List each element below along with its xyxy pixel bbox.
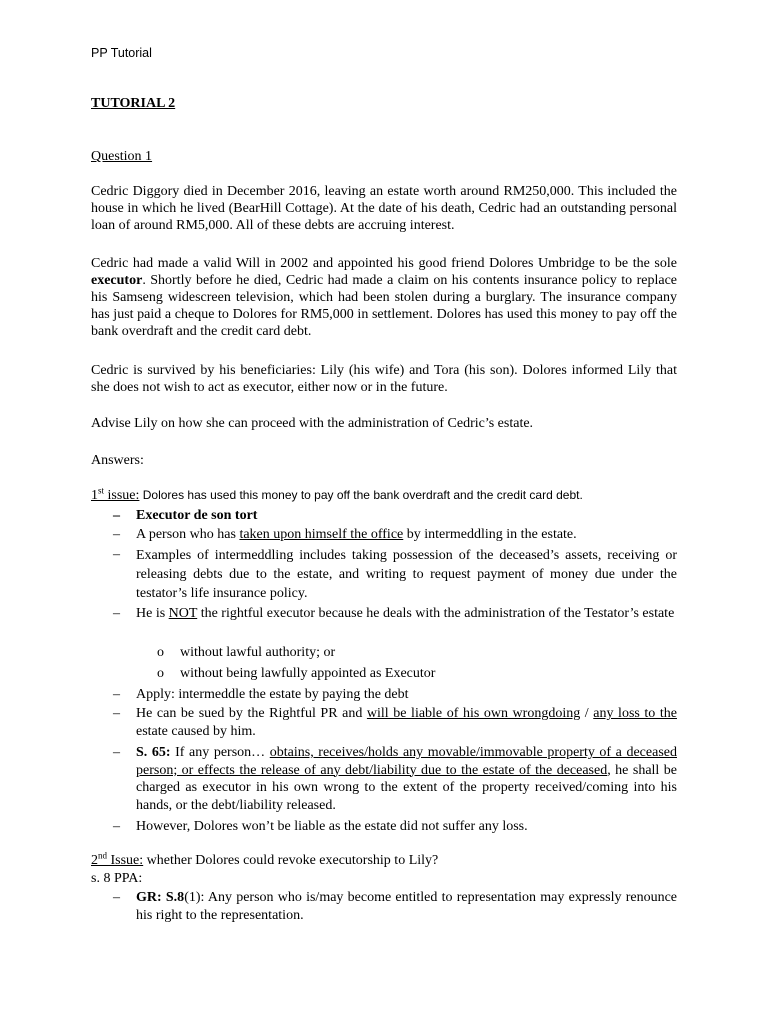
issue-2-label: 2nd Issue: <box>91 850 144 868</box>
item-apply: Apply: intermeddle the estate by paying the debt <box>136 687 409 702</box>
page-header: PP Tutorial <box>91 46 152 60</box>
item-not-liable: However, Dolores won’t be liable as the estate did not suffer any loss. <box>136 819 528 834</box>
p2-text-a: Cedric had made a valid Will in 2002 and appointed his good friend Dolores Umbridge to be the sole <box>91 256 677 271</box>
tutorial-title: TUTORIAL 2 <box>91 96 176 111</box>
question-heading: Question 1 <box>91 149 153 164</box>
dash-marker: – <box>113 890 120 905</box>
item-examples: Examples of intermeddling includes taking possession of the deceased’s assets, receiving or releasing debts due to the estate, and writing to request payment of money due under the testator’s life insurance policy. <box>136 548 677 601</box>
issue-1-line <box>91 487 677 504</box>
answers-heading: Answers: <box>91 453 144 468</box>
dash-marker: – <box>113 745 120 760</box>
section-8-ppa: s. 8 PPA: <box>91 871 143 886</box>
sub-item-without-appointment: without being lawfully appointed as Executor <box>180 666 436 681</box>
issue-1-text: Dolores has used this money to pay off the bank overdraft and the credit card debt. <box>139 488 583 502</box>
dash-marker: – <box>113 547 120 562</box>
paragraph-facts-3: Cedric is survived by his beneficiaries: Lily (his wife) and Tora (his son). Dolores informed Lily that she does not wish to act as executor, either now or in the future. <box>91 363 677 395</box>
paragraph-facts-1: Cedric Diggory died in December 2016, leaving an estate worth around RM250,000. This included the house in which he lived (BearHill Cottage). At the date of his death, Cedric had an outstanding personal loan of around RM5,000. All of these debts are accruing interest. <box>91 184 677 233</box>
item-section-65: S. 65: If any person… obtains, receives/holds any movable/immovable property of a deceased person; or effects the release of any debt/liability due to the estate of the deceased, he shall be charged as executor in his own wrong to the extent of the property received/coming into his hands, or the debt/liability released. <box>136 745 677 813</box>
p2-executor-bold: executor <box>91 273 143 288</box>
dash-marker: – <box>113 508 120 523</box>
item-executor-de-son-tort: Executor de son tort <box>136 508 258 523</box>
issue-2-text: whether Dolores could revoke executorship to Lily? <box>143 853 439 868</box>
item-not-rightful: He is NOT the rightful executor because he deals with the administration of the Testator’s estate <box>136 606 675 621</box>
dash-marker: – <box>113 687 120 702</box>
item-general-rule: GR: S.8(1): Any person who is/may become entitled to representation may expressly renounce his right to the representation. <box>136 890 677 923</box>
circle-bullet-icon: o <box>157 666 164 681</box>
issue-2-line <box>91 852 677 869</box>
item-can-be-sued: He can be sued by the Rightful PR and will be liable of his own wrongdoing / any loss to the estate caused by him. <box>136 706 677 739</box>
circle-bullet-icon: o <box>157 645 164 660</box>
item-definition: A person who has taken upon himself the office by intermeddling in the estate. <box>136 527 577 542</box>
p2-text-c: . Shortly before he died, Cedric had made a claim on his contents insurance policy to replace his Samseng widescreen television, which had been stolen during a burglary. The insurance company has just paid a cheque to Dolores for RM5,000 in settlement. Dolores has used this money to pay off the bank overdraft and the credit card debt. <box>91 273 677 339</box>
dash-marker: – <box>113 527 120 542</box>
issue-1-label: 1st issue: <box>91 485 140 503</box>
paragraph-facts-2 <box>91 255 677 340</box>
sub-item-without-authority: without lawful authority; or <box>180 645 336 660</box>
dash-marker: – <box>113 819 120 834</box>
dash-marker: – <box>113 606 120 621</box>
paragraph-question: Advise Lily on how she can proceed with the administration of Cedric’s estate. <box>91 416 534 431</box>
dash-marker: – <box>113 706 120 721</box>
